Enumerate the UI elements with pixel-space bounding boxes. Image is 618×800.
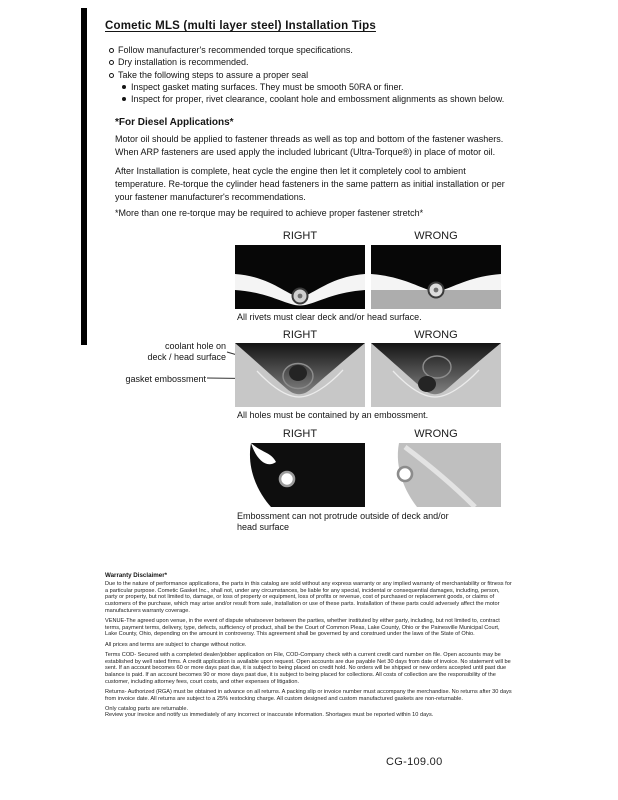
gasket-embossment-label: gasket embossment — [125, 374, 206, 384]
wrong-label: WRONG — [414, 230, 458, 242]
rivet-clear-wrong-diagram — [371, 245, 501, 309]
row2-caption: All holes must be contained by an embossment. — [237, 410, 429, 420]
diesel-heading: *For Diesel Applications* — [115, 117, 234, 128]
tip-text: Follow manufacturer's recommended torque specifications. — [118, 45, 353, 55]
right-label: RIGHT — [282, 230, 318, 242]
row1-caption: All rivets must clear deck and/or head surface. — [237, 312, 422, 322]
page-title: Cometic MLS (multi layer steel) Installation Tips — [105, 20, 376, 32]
page-code: CG-109.00 — [386, 756, 443, 768]
list-item — [107, 56, 547, 68]
rivet-clear-right-diagram — [235, 245, 365, 309]
protrude-wrong-image — [371, 443, 501, 507]
row3-caption: Embossment can not protrude outside of deck and/or head surface — [237, 511, 449, 532]
protrude-right-diagram — [235, 443, 365, 507]
embossment-right-image — [235, 343, 365, 407]
wrong-label: WRONG — [414, 428, 458, 440]
paragraph: VENUE-The agreed upon venue, in the event of dispute whatsoever between the parties, whether instituted by either party, including, but not limited to, contract terms, payment terms, delivery, type, defects, sufficiency of product, shall be the Court of Common Pleas, Lake County, Ohio or the Painesville Municipal Court, Lake County, Ohio, depending on the amount in controversy. This agreement shall be governed by and construed under the laws of the State of Ohio. — [105, 618, 500, 638]
protrude-wrong-diagram — [371, 443, 501, 507]
embossment-right-diagram — [235, 343, 365, 407]
paragraph: Due to the nature of performance applications, the parts in this catalog are sold without any express warranty or any implied warranty of merchantability or fitness for a particular purpose. Cometic Gasket Inc., shall not, under any circumstances, be liable for any special, incidental or consequential damages, including, person, party or property, but not limited to, damage, or loss of property or equipment, loss of profits or revenue, cost of purchased or replacement goods, or claims of customers of the purchase, which may arise and/or result from sale, installation or use of these parts. Installation of these parts could adversely affect the motor manufacturers warranty coverage. — [105, 581, 512, 614]
bullet-icon — [109, 60, 114, 65]
label-line: coolant hole on — [164, 341, 226, 351]
coolant-hole-icon — [418, 376, 436, 392]
left-margin-bar — [81, 8, 87, 345]
embossment-wrong-diagram — [371, 343, 501, 407]
paragraph: Terms COD- Secured with a completed dealer/jobber application on File, COD-Company check with a current credit card number on file. Open accounts may be established by well rated firms. A credit application is available upon request. Open accounts are due payable Net 30 days from date of invoice. No statement will be sent. If an account becomes 60 or more days past due, it is subject to being placed on credit hold. No orders will be shipped or new orders accepted until past due balance is paid. If an account becomes 90 or more days past due, it is subject to being placed for collections. All costs of collection are the responsibility of the customer, including attorney fees, court costs, and other expenses of litigation. — [105, 651, 511, 685]
paragraph: Only catalog parts are returnable. — [105, 705, 189, 712]
coolant-hole-icon — [289, 365, 307, 381]
paragraph: All prices and terms are subject to change without notice. — [105, 641, 247, 648]
right-label: RIGHT — [282, 329, 318, 341]
tip-text: Take the following steps to assure a proper seal — [118, 69, 309, 80]
warranty-heading: Warranty Disclaimer* — [105, 572, 168, 579]
rivet-center-icon — [298, 294, 303, 299]
embossment-wrong-image — [371, 343, 501, 407]
tip-text: Inspect for proper, rivet clearance, coolant hole and embossment alignments as shown below. — [131, 94, 505, 105]
list-item — [120, 93, 547, 105]
installation-tips-list — [107, 44, 547, 105]
paragraph: Review your invoice and notify us immediately of any incorrect or inaccurate information. Shortages must be reported within 10 days. — [105, 712, 434, 719]
rivet-clear-right-image — [235, 245, 365, 309]
protrude-right-image — [235, 443, 365, 507]
bullet-icon — [109, 73, 114, 78]
paragraph: After Installation is complete, heat cycle the engine then let it completely cool to ambient temperature. Re-torque the cylinder head fasteners in the same pattern as initial installation or per your fastener manufacturer's recommendations. — [115, 166, 505, 202]
bullet-icon — [122, 85, 126, 89]
wrong-label: WRONG — [414, 329, 458, 341]
embossment-hole-icon — [280, 472, 294, 486]
deck-shape — [250, 443, 365, 507]
retorque-note: *More than one re-torque may be required to achieve proper fastener stretch* — [115, 208, 424, 218]
paragraph: Returns- Authorized (RGA) must be obtained in advance on all returns. A packing slip or invoice number must accompany the merchandise. No returns after 30 days from invoice date. All returns are subject to a 25% restocking charge. All custom designed and custom manufactured gaskets are non-returnable. — [105, 688, 512, 702]
label-line: deck / head surface — [147, 351, 226, 362]
bullet-icon — [122, 97, 126, 101]
list-item — [120, 81, 547, 93]
list-item — [107, 44, 547, 56]
bullet-icon — [109, 48, 114, 53]
paragraph: Motor oil should be applied to fastener threads as well as top and bottom of the fastener washers. When ARP fasteners are used apply the included lubricant (Ultra-Torque®) in place of motor oil. — [115, 134, 504, 157]
rivet-clear-wrong-image — [371, 245, 501, 309]
tip-text: Dry installation is recommended. — [118, 57, 249, 68]
rivet-center-icon — [434, 288, 439, 293]
right-label: RIGHT — [282, 428, 318, 440]
list-item — [107, 69, 547, 81]
embossment-hole-icon — [398, 467, 412, 481]
tip-text: Inspect gasket mating surfaces. They must be smooth 50RA or finer. — [131, 81, 404, 92]
warranty-text — [105, 581, 513, 719]
